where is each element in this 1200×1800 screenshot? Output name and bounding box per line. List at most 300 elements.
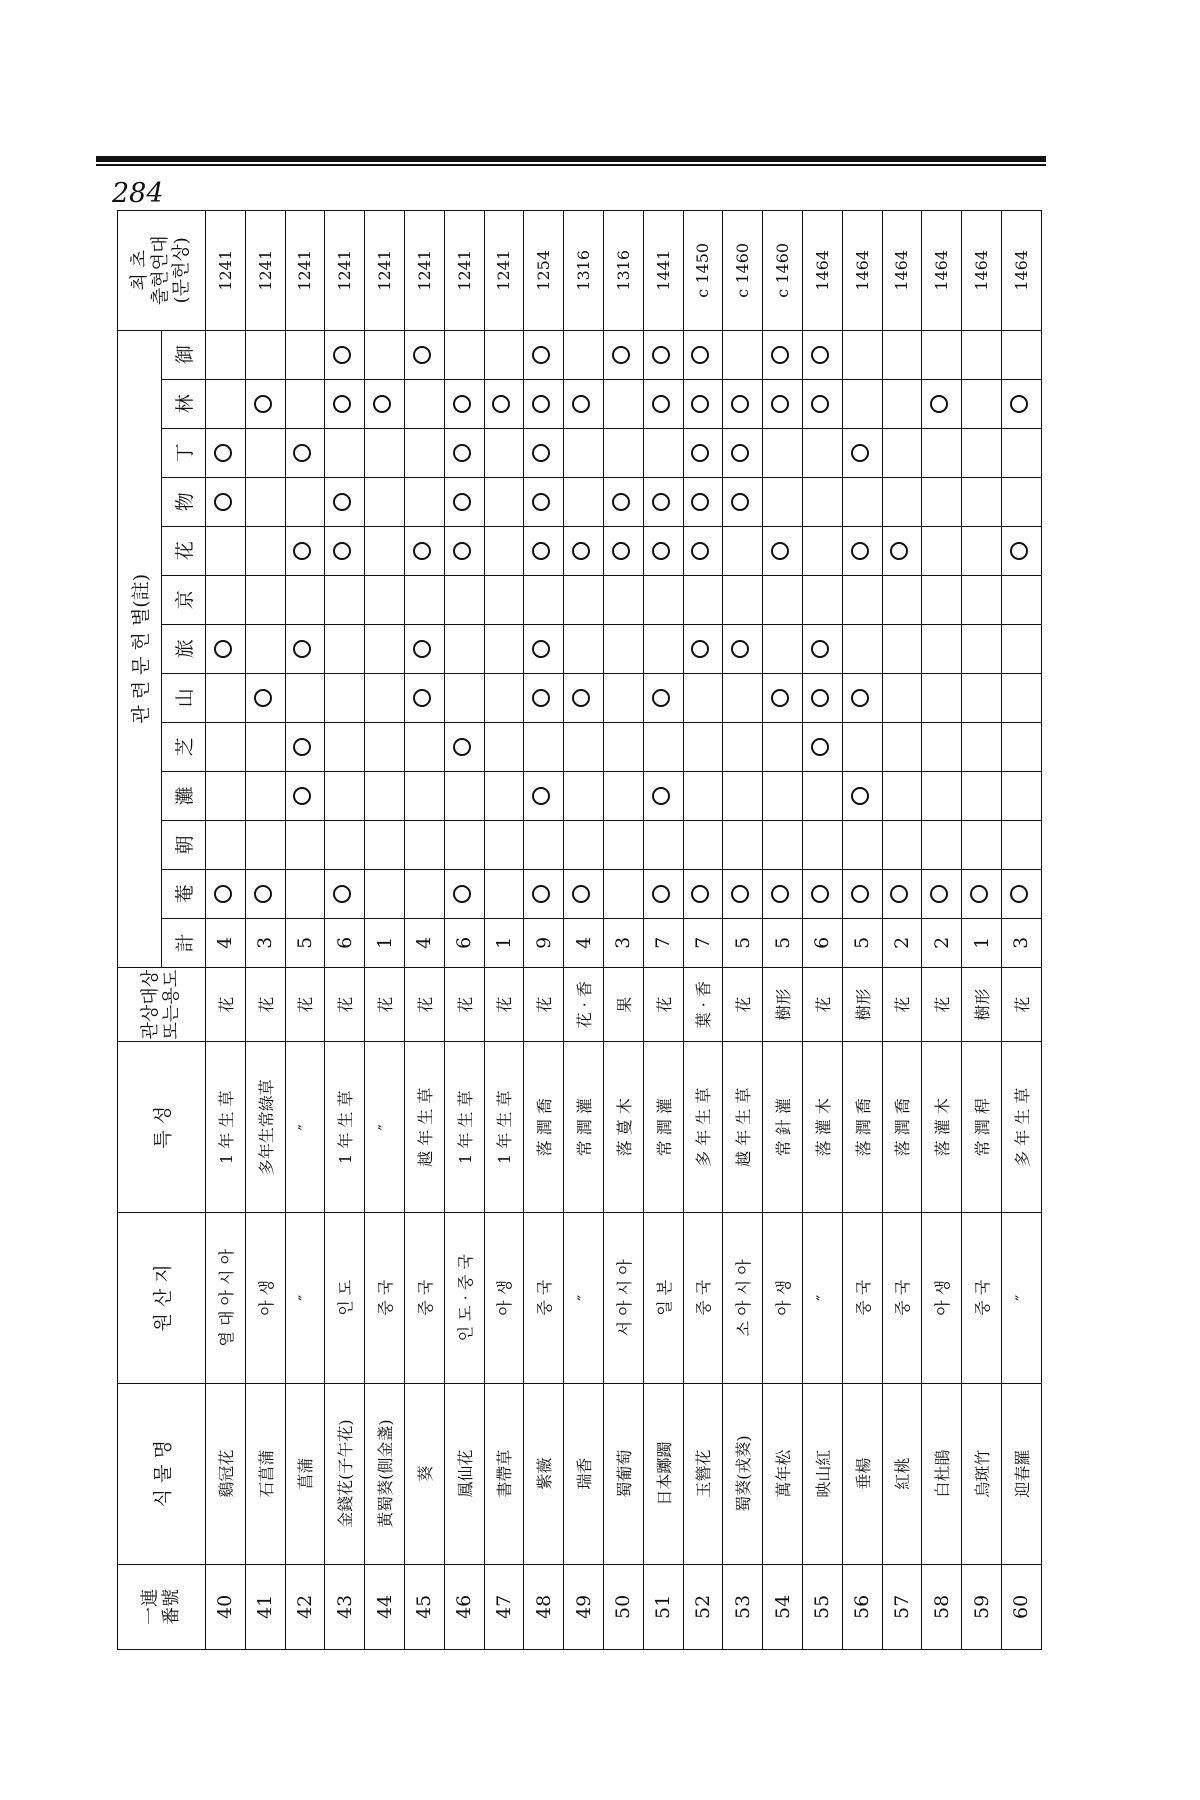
cell-source-5 <box>802 673 842 722</box>
cell-year: 1241 <box>285 211 325 331</box>
cell-source-7 <box>922 575 962 624</box>
header-source-11: 林 <box>162 379 206 428</box>
cell-year: 1464 <box>882 211 922 331</box>
cell-source-7 <box>325 575 365 624</box>
cell-count: 7 <box>683 918 723 967</box>
header-source-10: 丁 <box>162 428 206 477</box>
cell-source-9 <box>643 477 683 526</box>
cell-feature: 多 年 生 草 <box>1001 1042 1041 1213</box>
cell-source-3 <box>206 771 246 820</box>
table-row <box>842 211 882 1650</box>
cell-source-11 <box>325 379 365 428</box>
table-body <box>206 211 1042 1650</box>
circle-mark <box>532 542 550 560</box>
table-row <box>206 211 246 1650</box>
cell-source-9 <box>285 477 325 526</box>
circle-mark <box>532 444 550 462</box>
cell-origin: ″ <box>802 1213 842 1384</box>
cell-source-10 <box>683 428 723 477</box>
circle-mark <box>254 689 272 707</box>
cell-source-6 <box>962 624 1002 673</box>
circle-mark <box>811 738 829 756</box>
cell-source-8 <box>603 526 643 575</box>
circle-mark <box>532 640 550 658</box>
cell-source-4 <box>842 722 882 771</box>
cell-source-9 <box>683 477 723 526</box>
cell-source-2 <box>564 820 604 869</box>
cell-source-3 <box>365 771 405 820</box>
header-sources-group: 관 련 문 헌 별(註) <box>118 330 162 967</box>
cell-feature: 落 蔓 木 <box>603 1042 643 1213</box>
cell-source-2 <box>802 820 842 869</box>
circle-mark <box>453 542 471 560</box>
circle-mark <box>413 640 431 658</box>
cell-source-9 <box>763 477 803 526</box>
cell-source-5 <box>564 673 604 722</box>
cell-source-7 <box>603 575 643 624</box>
cell-source-12 <box>882 330 922 379</box>
table-row <box>365 211 405 1650</box>
circle-mark <box>572 395 590 413</box>
cell-source-11 <box>922 379 962 428</box>
cell-source-4 <box>325 722 365 771</box>
cell-source-9 <box>524 477 564 526</box>
cell-source-2 <box>723 820 763 869</box>
cell-source-9 <box>882 477 922 526</box>
circle-mark <box>293 787 311 805</box>
cell-source-5 <box>206 673 246 722</box>
cell-source-6 <box>922 624 962 673</box>
cell-source-10 <box>206 428 246 477</box>
cell-source-1 <box>285 869 325 918</box>
circle-mark <box>453 885 471 903</box>
cell-source-11 <box>404 379 444 428</box>
cell-plant-name: 菖蒲 <box>285 1383 325 1564</box>
cell-source-3 <box>603 771 643 820</box>
cell-source-12 <box>365 330 405 379</box>
circle-mark <box>811 640 829 658</box>
plant-table <box>117 210 1042 1650</box>
cell-source-9 <box>484 477 524 526</box>
cell-source-12 <box>962 330 1002 379</box>
circle-mark <box>293 640 311 658</box>
cell-source-11 <box>285 379 325 428</box>
circle-mark <box>731 395 749 413</box>
cell-source-1 <box>325 869 365 918</box>
cell-source-4 <box>802 722 842 771</box>
cell-source-7 <box>643 575 683 624</box>
cell-count: 2 <box>922 918 962 967</box>
page-number: 284 <box>112 178 164 209</box>
cell-source-2 <box>683 820 723 869</box>
cell-count: 6 <box>444 918 484 967</box>
cell-source-3 <box>842 771 882 820</box>
cell-source-8 <box>285 526 325 575</box>
header-source-5: 山 <box>162 673 206 722</box>
cell-plant-name: 日本躑躅 <box>643 1383 683 1564</box>
cell-year: 1441 <box>643 211 683 331</box>
circle-mark <box>612 346 630 364</box>
cell-use: 花 <box>524 967 564 1042</box>
circle-mark <box>652 395 670 413</box>
cell-source-3 <box>325 771 365 820</box>
cell-source-7 <box>404 575 444 624</box>
circle-mark <box>214 493 232 511</box>
cell-source-2 <box>962 820 1002 869</box>
cell-use: 花 <box>802 967 842 1042</box>
cell-number: 40 <box>206 1564 246 1649</box>
cell-origin: 중 국 <box>962 1213 1002 1384</box>
cell-source-3 <box>683 771 723 820</box>
header-feature: 특 성 <box>118 1042 206 1213</box>
circle-mark <box>333 542 351 560</box>
cell-feature: 1 年 生 草 <box>325 1042 365 1213</box>
circle-mark <box>373 395 391 413</box>
cell-source-8 <box>802 526 842 575</box>
cell-source-4 <box>365 722 405 771</box>
cell-source-9 <box>206 477 246 526</box>
circle-mark <box>851 787 869 805</box>
cell-feature: 落 潤 喬 <box>882 1042 922 1213</box>
cell-plant-name: 映山紅 <box>802 1383 842 1564</box>
cell-source-10 <box>404 428 444 477</box>
cell-source-8 <box>763 526 803 575</box>
cell-plant-name: 鷄冠花 <box>206 1383 246 1564</box>
cell-source-8 <box>842 526 882 575</box>
header-year-line2: 출현연대 <box>150 235 172 306</box>
cell-source-12 <box>603 330 643 379</box>
cell-source-9 <box>802 477 842 526</box>
cell-source-6 <box>683 624 723 673</box>
cell-source-11 <box>484 379 524 428</box>
circle-mark <box>532 395 550 413</box>
cell-count: 6 <box>802 918 842 967</box>
cell-source-7 <box>206 575 246 624</box>
circle-mark <box>731 640 749 658</box>
cell-source-8 <box>484 526 524 575</box>
cell-source-9 <box>365 477 405 526</box>
circle-mark <box>1010 542 1028 560</box>
cell-source-6 <box>564 624 604 673</box>
table-row <box>683 211 723 1650</box>
cell-source-7 <box>763 575 803 624</box>
cell-source-12 <box>763 330 803 379</box>
cell-source-10 <box>842 428 882 477</box>
cell-source-2 <box>763 820 803 869</box>
cell-feature: 常 潤 灌 <box>564 1042 604 1213</box>
table-row <box>444 211 484 1650</box>
cell-source-1 <box>643 869 683 918</box>
cell-source-2 <box>404 820 444 869</box>
cell-count: 3 <box>603 918 643 967</box>
cell-source-1 <box>763 869 803 918</box>
table-row <box>723 211 763 1650</box>
circle-mark <box>453 395 471 413</box>
cell-source-3 <box>404 771 444 820</box>
cell-origin: 서 아 시 아 <box>603 1213 643 1384</box>
cell-source-8 <box>683 526 723 575</box>
cell-source-10 <box>723 428 763 477</box>
cell-number: 60 <box>1001 1564 1041 1649</box>
cell-source-5 <box>524 673 564 722</box>
cell-feature: 常 潤 灌 <box>643 1042 683 1213</box>
cell-source-8 <box>643 526 683 575</box>
cell-source-2 <box>484 820 524 869</box>
header-source-8: 花 <box>162 526 206 575</box>
cell-source-9 <box>603 477 643 526</box>
cell-source-6 <box>842 624 882 673</box>
cell-source-3 <box>245 771 285 820</box>
cell-source-11 <box>842 379 882 428</box>
cell-source-5 <box>842 673 882 722</box>
table-row <box>962 211 1002 1650</box>
cell-source-6 <box>325 624 365 673</box>
cell-number: 55 <box>802 1564 842 1649</box>
cell-source-8 <box>365 526 405 575</box>
cell-origin: 중 국 <box>365 1213 405 1384</box>
cell-source-4 <box>643 722 683 771</box>
cell-source-11 <box>882 379 922 428</box>
cell-source-2 <box>524 820 564 869</box>
circle-mark <box>652 885 670 903</box>
cell-source-2 <box>444 820 484 869</box>
cell-source-11 <box>802 379 842 428</box>
cell-feature: 落 灌 木 <box>802 1042 842 1213</box>
cell-number: 43 <box>325 1564 365 1649</box>
circle-mark <box>1010 395 1028 413</box>
circle-mark <box>691 493 709 511</box>
cell-source-8 <box>723 526 763 575</box>
cell-use: 花 <box>206 967 246 1042</box>
cell-source-6 <box>245 624 285 673</box>
header-use <box>118 967 206 1042</box>
circle-mark <box>572 542 590 560</box>
cell-source-9 <box>325 477 365 526</box>
cell-source-1 <box>842 869 882 918</box>
cell-source-6 <box>524 624 564 673</box>
cell-source-8 <box>882 526 922 575</box>
cell-count: 6 <box>325 918 365 967</box>
cell-source-6 <box>404 624 444 673</box>
cell-number: 58 <box>922 1564 962 1649</box>
header-serial <box>118 1564 206 1649</box>
cell-source-7 <box>564 575 604 624</box>
circle-mark <box>652 689 670 707</box>
cell-count: 4 <box>404 918 444 967</box>
circle-mark <box>731 885 749 903</box>
cell-source-6 <box>285 624 325 673</box>
circle-mark <box>652 346 670 364</box>
circle-mark <box>293 444 311 462</box>
cell-source-7 <box>365 575 405 624</box>
circle-mark <box>691 395 709 413</box>
cell-source-12 <box>245 330 285 379</box>
circle-mark <box>333 395 351 413</box>
table-row <box>245 211 285 1650</box>
cell-source-11 <box>444 379 484 428</box>
cell-source-9 <box>245 477 285 526</box>
cell-count: 5 <box>763 918 803 967</box>
table-row <box>484 211 524 1650</box>
cell-source-10 <box>763 428 803 477</box>
circle-mark <box>652 542 670 560</box>
circle-mark <box>612 542 630 560</box>
cell-year: 1464 <box>922 211 962 331</box>
circle-mark <box>413 689 431 707</box>
cell-source-8 <box>922 526 962 575</box>
cell-source-1 <box>245 869 285 918</box>
cell-source-8 <box>1001 526 1041 575</box>
cell-year: 1241 <box>245 211 285 331</box>
cell-source-10 <box>564 428 604 477</box>
circle-mark <box>652 493 670 511</box>
header-source-6: 旅 <box>162 624 206 673</box>
header-serial-line2: 番號 <box>160 1588 182 1625</box>
cell-source-12 <box>325 330 365 379</box>
cell-source-8 <box>206 526 246 575</box>
circle-mark <box>652 787 670 805</box>
cell-source-5 <box>763 673 803 722</box>
cell-plant-name: 紫薇 <box>524 1383 564 1564</box>
cell-source-11 <box>763 379 803 428</box>
cell-source-9 <box>842 477 882 526</box>
cell-plant-name: 黃蜀葵(側金盞) <box>365 1383 405 1564</box>
header-year-line1: 최 초 <box>129 250 151 291</box>
cell-number: 53 <box>723 1564 763 1649</box>
cell-source-1 <box>404 869 444 918</box>
cell-source-5 <box>723 673 763 722</box>
top-rule-thin <box>96 164 1046 166</box>
cell-source-4 <box>285 722 325 771</box>
circle-mark <box>572 689 590 707</box>
cell-source-3 <box>524 771 564 820</box>
cell-year: 1241 <box>444 211 484 331</box>
header-source-7: 京 <box>162 575 206 624</box>
table-row <box>524 211 564 1650</box>
cell-feature: 1 年 生 草 <box>484 1042 524 1213</box>
cell-source-3 <box>484 771 524 820</box>
cell-use: 花 <box>325 967 365 1042</box>
header-serial-line1: 一連 <box>139 1588 161 1625</box>
cell-source-7 <box>802 575 842 624</box>
cell-year: c 1450 <box>683 211 723 331</box>
circle-mark <box>214 640 232 658</box>
cell-source-3 <box>285 771 325 820</box>
cell-source-7 <box>962 575 1002 624</box>
cell-origin: 아 생 <box>763 1213 803 1384</box>
cell-use: 花 <box>643 967 683 1042</box>
cell-feature: ″ <box>285 1042 325 1213</box>
cell-source-11 <box>365 379 405 428</box>
cell-origin: 인 도 · 중 국 <box>444 1213 484 1384</box>
cell-source-11 <box>245 379 285 428</box>
cell-origin: 중 국 <box>524 1213 564 1384</box>
cell-plant-name: 萬年松 <box>763 1383 803 1564</box>
circle-mark <box>413 346 431 364</box>
cell-source-4 <box>206 722 246 771</box>
circle-mark <box>890 542 908 560</box>
circle-mark <box>532 689 550 707</box>
circle-mark <box>771 346 789 364</box>
cell-source-12 <box>206 330 246 379</box>
cell-source-2 <box>1001 820 1041 869</box>
cell-source-4 <box>603 722 643 771</box>
cell-source-12 <box>723 330 763 379</box>
cell-plant-name: 垂楊 <box>842 1383 882 1564</box>
cell-source-7 <box>444 575 484 624</box>
cell-source-8 <box>524 526 564 575</box>
cell-origin: ″ <box>1001 1213 1041 1384</box>
circle-mark <box>930 885 948 903</box>
cell-source-11 <box>206 379 246 428</box>
cell-number: 44 <box>365 1564 405 1649</box>
cell-plant-name: 紅桃 <box>882 1383 922 1564</box>
cell-source-9 <box>404 477 444 526</box>
table-row <box>325 211 365 1650</box>
cell-source-4 <box>404 722 444 771</box>
cell-source-6 <box>1001 624 1041 673</box>
cell-source-10 <box>365 428 405 477</box>
top-rule <box>96 156 1046 162</box>
cell-source-3 <box>564 771 604 820</box>
cell-source-9 <box>444 477 484 526</box>
cell-source-3 <box>723 771 763 820</box>
cell-feature: 常 針 灌 <box>763 1042 803 1213</box>
header-source-3: 灘 <box>162 771 206 820</box>
circle-mark <box>612 493 630 511</box>
cell-source-1 <box>802 869 842 918</box>
cell-source-7 <box>484 575 524 624</box>
cell-source-4 <box>723 722 763 771</box>
circle-mark <box>532 346 550 364</box>
cell-source-10 <box>962 428 1002 477</box>
cell-origin: 아 생 <box>922 1213 962 1384</box>
header-year-line3: (문헌상) <box>170 237 192 304</box>
cell-source-5 <box>922 673 962 722</box>
cell-source-9 <box>1001 477 1041 526</box>
cell-source-4 <box>444 722 484 771</box>
circle-mark <box>293 738 311 756</box>
cell-source-5 <box>962 673 1002 722</box>
cell-number: 46 <box>444 1564 484 1649</box>
header-source-1: 菴 <box>162 869 206 918</box>
cell-source-4 <box>484 722 524 771</box>
cell-source-1 <box>1001 869 1041 918</box>
cell-origin: 중 국 <box>882 1213 922 1384</box>
cell-origin: 소 아 시 아 <box>723 1213 763 1384</box>
cell-plant-name: 蜀葡萄 <box>603 1383 643 1564</box>
cell-source-10 <box>325 428 365 477</box>
cell-source-11 <box>603 379 643 428</box>
circle-mark <box>771 395 789 413</box>
cell-source-6 <box>882 624 922 673</box>
cell-number: 59 <box>962 1564 1002 1649</box>
cell-source-11 <box>723 379 763 428</box>
cell-feature: 落 潤 喬 <box>524 1042 564 1213</box>
circle-mark <box>214 444 232 462</box>
header-source-2: 朝 <box>162 820 206 869</box>
cell-use: 葉 · 香 <box>683 967 723 1042</box>
table-row <box>285 211 325 1650</box>
cell-source-8 <box>962 526 1002 575</box>
cell-source-9 <box>922 477 962 526</box>
cell-source-2 <box>603 820 643 869</box>
circle-mark <box>453 444 471 462</box>
cell-source-2 <box>285 820 325 869</box>
cell-source-5 <box>245 673 285 722</box>
cell-source-2 <box>365 820 405 869</box>
cell-source-1 <box>524 869 564 918</box>
